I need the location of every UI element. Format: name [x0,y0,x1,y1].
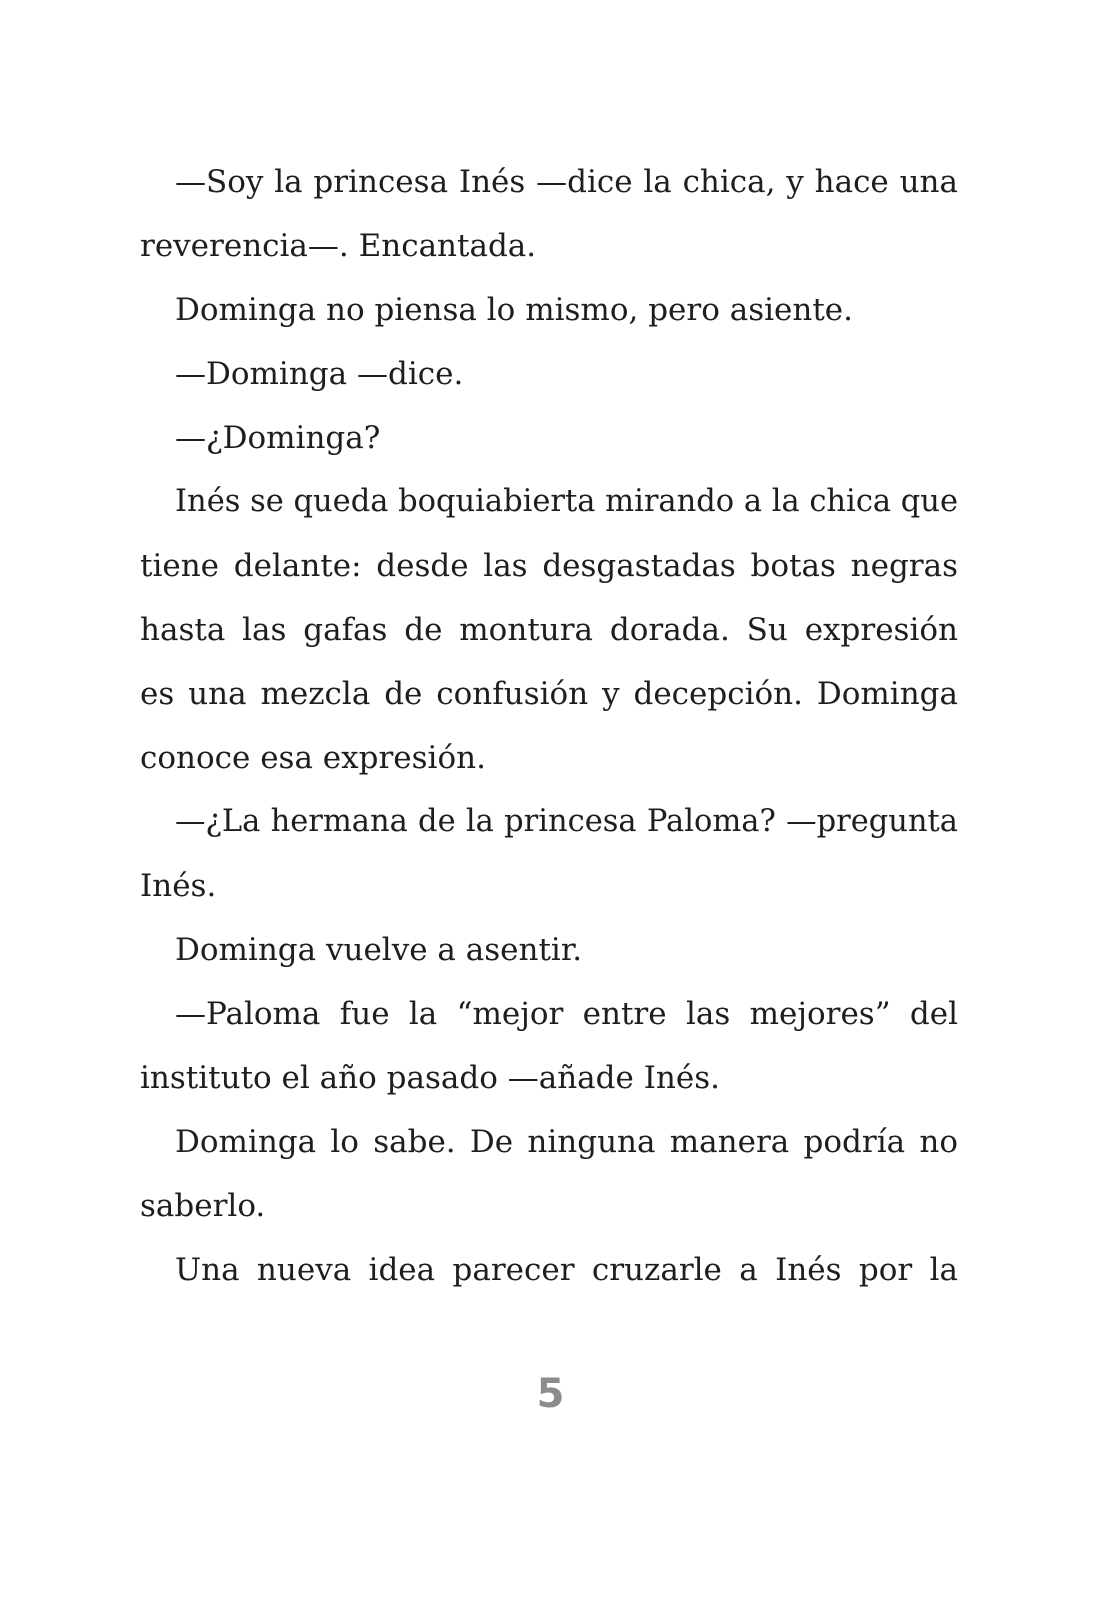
text-line: reverencia—. Encantada. [140,228,537,264]
text-line: Inés. [140,868,217,904]
body-text [140,150,958,1302]
text-line: —Soy la princesa Inés —dice la chica, y hace una [175,164,958,200]
text-line: Una nueva idea parecer cruzarle a Inés por la [175,1252,958,1288]
text-line: tiene delante: desde las desgastadas botas negras [140,548,958,584]
text-line: Inés se queda boquiabierta mirando a la chica que [175,484,958,519]
page-number: 5 [536,1371,565,1417]
text-line: —Paloma fue la “mejor entre las mejores” del [175,996,958,1032]
text-line: —¿Dominga? [175,420,381,456]
text-line: es una mezcla de confusión y decepción. Dominga [140,676,958,712]
text-line: instituto el año pasado —añade Inés. [140,1060,721,1096]
text-line: —¿La hermana de la princesa Paloma? —pregunta [175,804,958,839]
text-line: saberlo. [140,1188,266,1224]
text-line: —Dominga —dice. [175,356,464,392]
text-line: hasta las gafas de montura dorada. Su expresión [140,612,958,648]
text-line: Dominga vuelve a asentir. [175,932,583,968]
text-line: Dominga no piensa lo mismo, pero asiente. [175,292,853,328]
text-line: conoce esa expresión. [140,740,486,776]
text-line: Dominga lo sabe. De ninguna manera podría no [175,1124,958,1160]
